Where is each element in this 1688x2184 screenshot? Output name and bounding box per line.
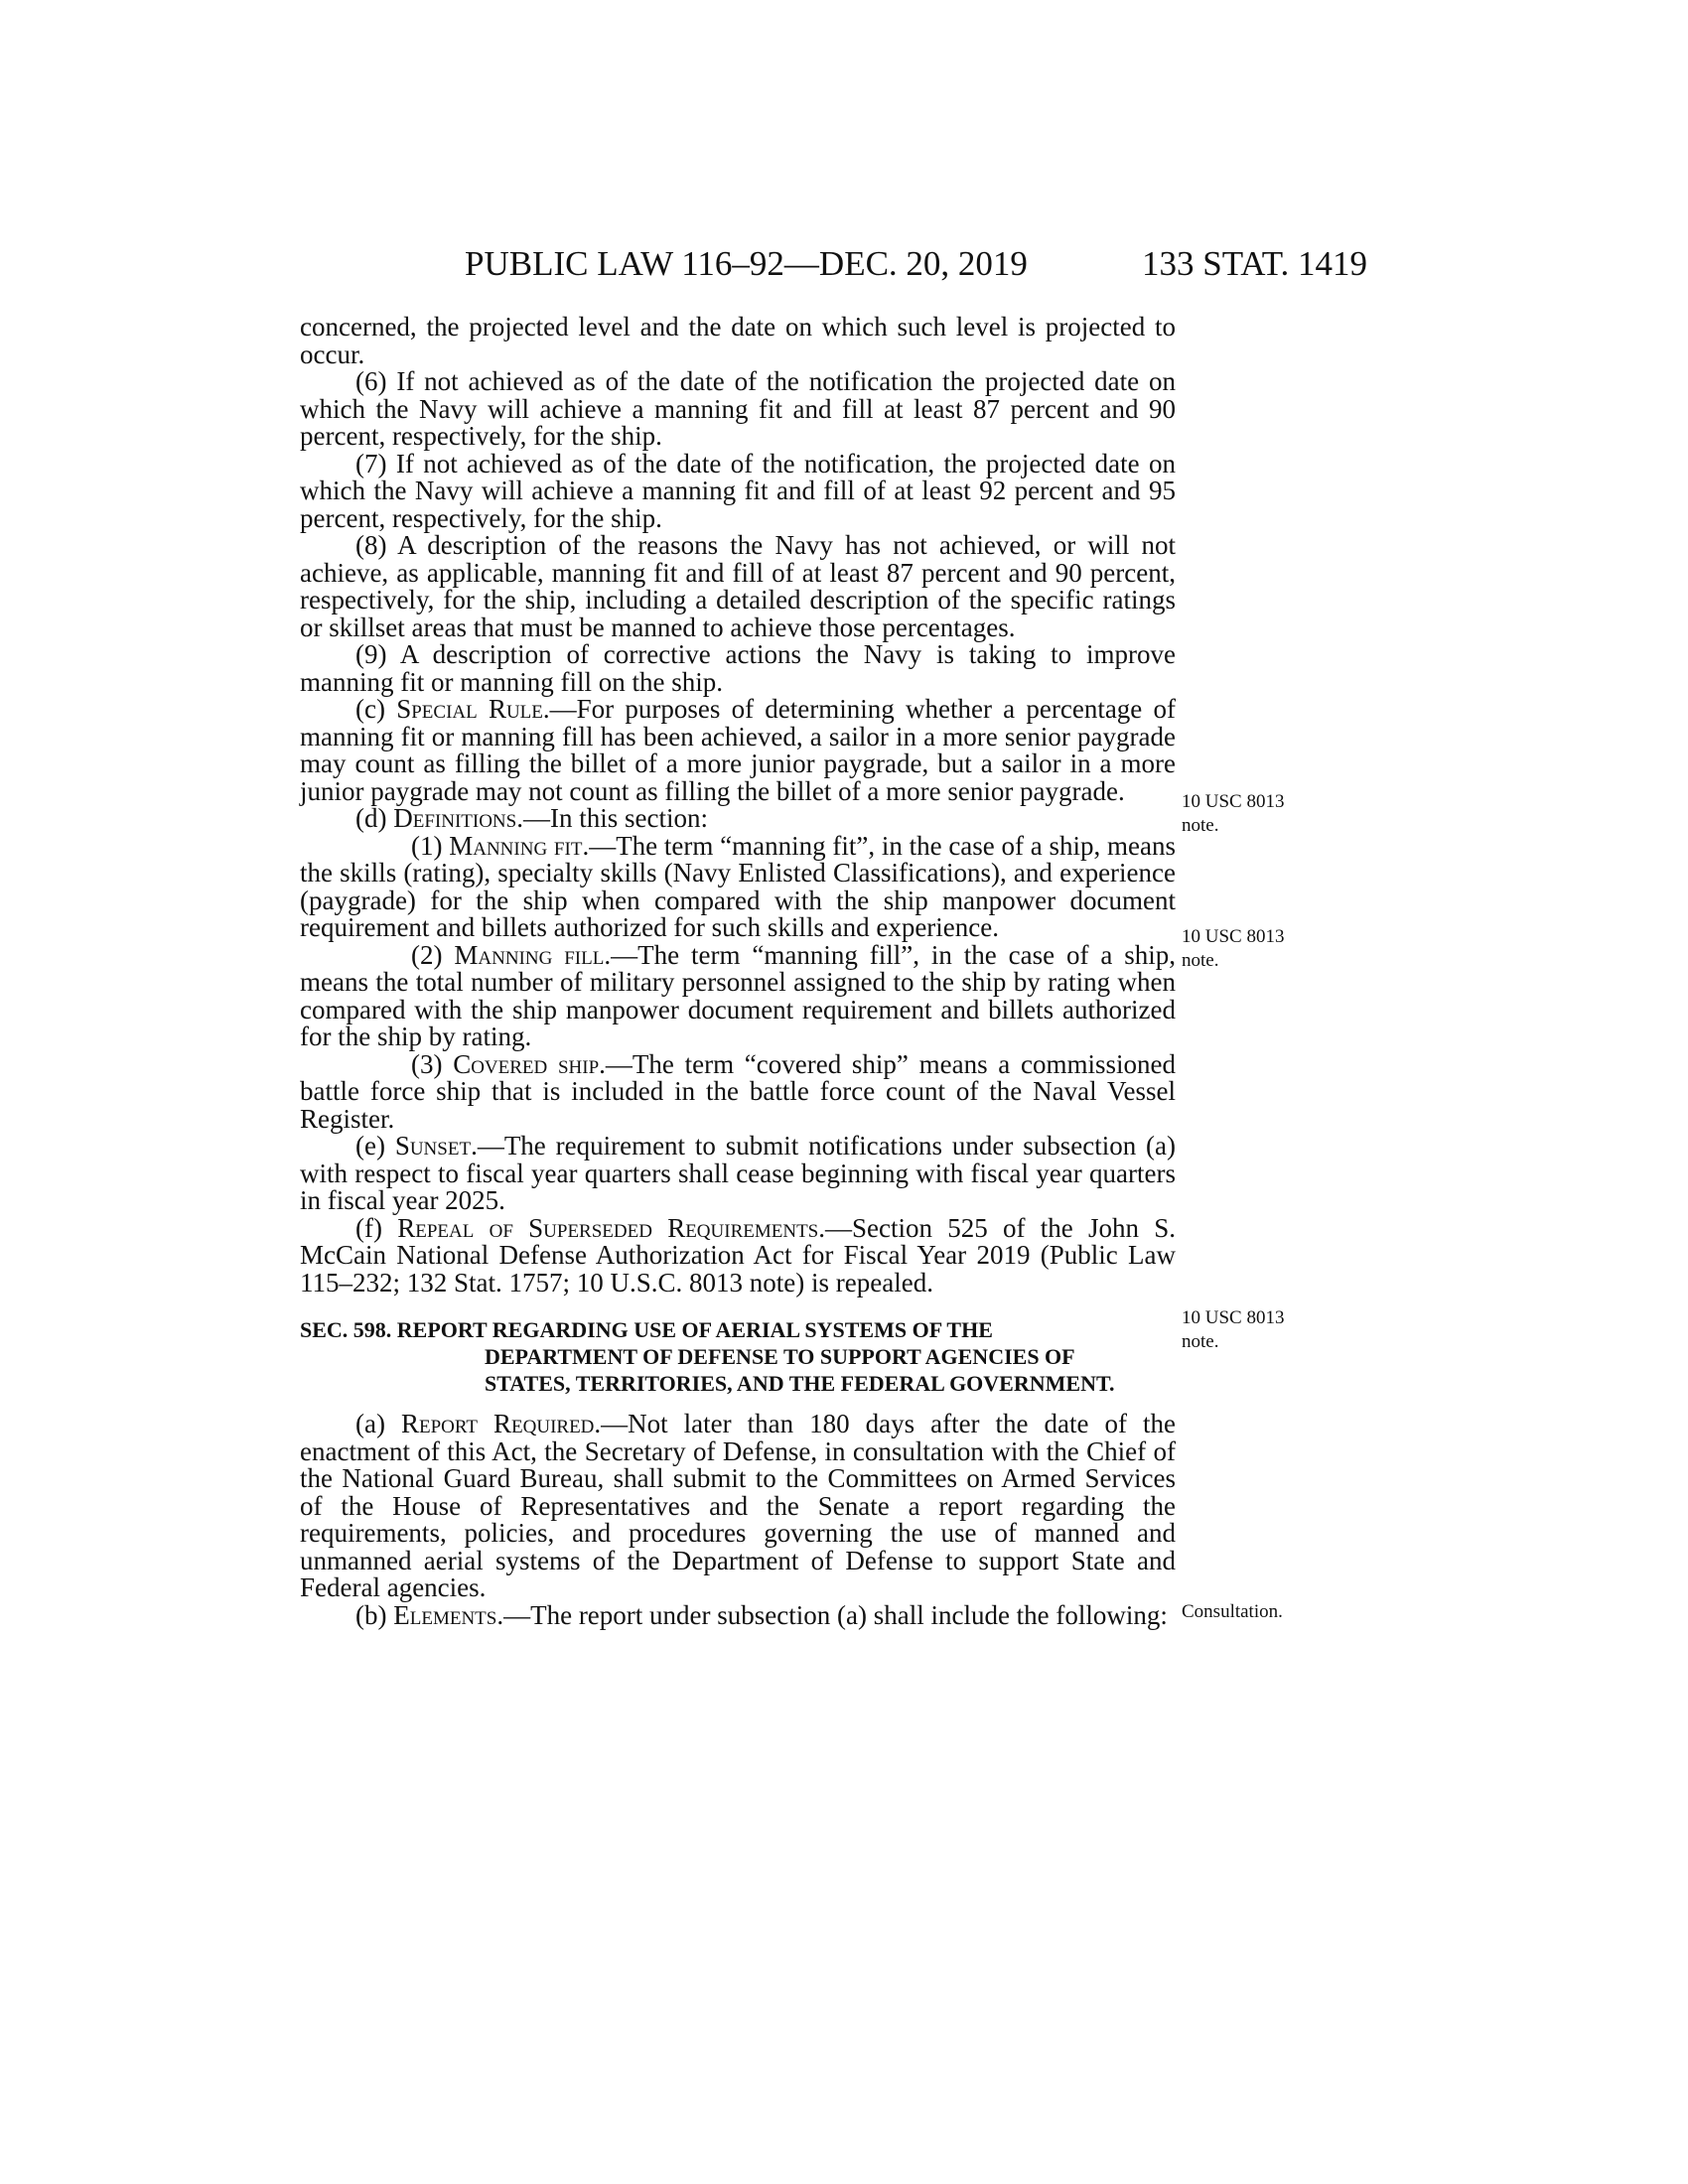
definition-manning-fit bbox=[244, 830, 1176, 942]
running-header-law: PUBLIC LAW 116–92—DEC. 20, 2019 bbox=[465, 244, 1028, 283]
subsection-c-text: .—For purposes of determining whether a percentage of manning fit or manning fill has been achieved, a sailor in a more senior paygrade may count as filling the billet of a more junior paygrade, but a sailor in a more junior paygrade may not count as filling the billet of a more senior paygrade. bbox=[300, 694, 1176, 806]
paragraph-b7: (7) If not achieved as of the date of the notification, the projected date on which the Navy will achieve a manning fit and fill of at least 92 percent and 95 percent, respectively, for the ship. bbox=[300, 448, 1176, 533]
subsection-d-lead: (d) bbox=[355, 803, 394, 833]
subsection-c-lead: (c) bbox=[355, 694, 397, 724]
margin-note-3-line2: note. bbox=[1182, 1331, 1219, 1352]
section-598-b-text: .—The report under subsection (a) shall include the following: bbox=[496, 1599, 1168, 1630]
definition-2-lead: (2) bbox=[411, 939, 455, 970]
paragraph-b9: (9) A description of corrective actions the Navy is taking to improve manning fit or manning fill on the ship. bbox=[300, 639, 1176, 697]
definition-3-heading: Covered ship bbox=[453, 1048, 600, 1079]
subsection-d bbox=[300, 805, 1176, 833]
paragraph-b6: (6) If not achieved as of the date of the notification the projected date on which the Navy will achieve a manning fit and fill at least 87 percent and 90 percent, respectively, for the ship. bbox=[300, 366, 1176, 451]
definition-2-text: .—The term “manning fill”, in the case of a ship, means the total number of military personnel assigned to the ship by rating when compared with the ship manpower document requirement and billets authorized for the ship by rating. bbox=[300, 939, 1177, 1051]
definition-manning-fill bbox=[244, 939, 1177, 1051]
definition-1-heading: Manning fit bbox=[449, 830, 583, 861]
margin-note-1-line1: 10 USC 8013 bbox=[1182, 791, 1285, 812]
section-598-a-lead: (a) bbox=[355, 1409, 401, 1438]
section-598-b-lead: (b) bbox=[355, 1599, 394, 1630]
running-header-page: 133 STAT. 1419 bbox=[1142, 244, 1367, 283]
definition-1-lead: (1) bbox=[411, 830, 450, 861]
section-598-b-heading: Elements bbox=[393, 1599, 497, 1630]
subsection-f bbox=[300, 1212, 1176, 1297]
margin-note-1-line2: note. bbox=[1182, 815, 1219, 836]
section-heading-line1: SEC. 598. REPORT REGARDING USE OF AERIAL SYSTEMS OF THE bbox=[300, 1317, 993, 1342]
margin-note-consultation: Consultation. bbox=[1182, 1601, 1283, 1622]
subsection-f-heading: Repeal of Superseded Requirements bbox=[397, 1212, 819, 1243]
subsection-d-text: .—In this section: bbox=[516, 803, 708, 833]
section-598-a-text: .—Not later than 180 days after the date of the enactment of this Act, the Secretary of Defense, in consultation with the Chief of the National Guard Bureau, shall submit to the Committees on Armed Services of the House of Representatives and the Senate a report regarding the requirements, policies, and procedures governing the use of manned and unmanned aerial systems of the Department of Defense to support State and Federal agencies. bbox=[300, 1409, 1176, 1602]
document-body bbox=[300, 314, 1176, 1629]
definition-3-lead: (3) bbox=[411, 1048, 454, 1079]
margin-note-subsection-e bbox=[1182, 1306, 1284, 1354]
definition-2-heading: Manning fill bbox=[454, 939, 605, 970]
paragraph-continued: concerned, the projected level and the date on which such level is projected to occur. bbox=[300, 312, 1176, 369]
definition-covered-ship bbox=[244, 1048, 1176, 1134]
margin-note-subsection-d bbox=[1182, 925, 1284, 973]
subsection-c-heading: Special Rule bbox=[396, 694, 543, 724]
section-598-subsection-a bbox=[300, 1411, 1176, 1602]
subsection-d-heading: Definitions bbox=[393, 803, 517, 833]
margin-note-2-line2: note. bbox=[1182, 950, 1219, 971]
definition-1-text: .—The term “manning fit”, in the case of a ship, means the skills (rating), specialty skills (Navy Enlisted Classifications), and experience (paygrade) for the ship when compared with the ship manpower document requirement and billets authorized for such skills and experience. bbox=[300, 830, 1176, 942]
definition-3-text: .—The term “covered ship” means a commissioned battle force ship that is included in the battle force count of the Naval Vessel Register. bbox=[300, 1048, 1176, 1134]
section-598-a-heading: Report Required bbox=[400, 1409, 595, 1438]
section-heading-line2: DEPARTMENT OF DEFENSE TO SUPPORT AGENCIES OF bbox=[485, 1344, 1075, 1369]
subsection-e-heading: Sunset bbox=[394, 1131, 472, 1160]
subsection-e-text: .—The requirement to submit notifications under subsection (a) with respect to fiscal year quarters shall cease beginning with fiscal year quarters in fiscal year 2025. bbox=[300, 1131, 1176, 1215]
section-heading-line3: STATES, TERRITORIES, AND THE FEDERAL GOVERNMENT. bbox=[485, 1371, 1115, 1396]
margin-note-subsection-c bbox=[1182, 790, 1284, 838]
subsection-c bbox=[300, 696, 1176, 805]
subsection-e bbox=[300, 1133, 1176, 1215]
margin-note-2-line1: 10 USC 8013 bbox=[1182, 926, 1285, 947]
subsection-e-lead: (e) bbox=[355, 1131, 395, 1160]
section-598-subsection-b bbox=[300, 1599, 1176, 1630]
subsection-f-lead: (f) bbox=[355, 1212, 398, 1243]
subsection-f-text: .—Section 525 of the John S. McCain National Defense Authorization Act for Fiscal Year 2019 (Public Law 115–232; 132 Stat. 1757; 10 U.S.C. 8013 note) is repealed. bbox=[300, 1212, 1176, 1297]
margin-note-3-line1: 10 USC 8013 bbox=[1182, 1307, 1285, 1328]
paragraph-b8: (8) A description of the reasons the Navy has not achieved, or will not achieve, as applicable, manning fit and fill of at least 87 percent and 90 percent, respectively, for the ship, including a detailed description of the specific ratings or skillset areas that must be manned to achieve those percentages. bbox=[300, 530, 1176, 642]
section-heading bbox=[300, 1316, 1176, 1397]
